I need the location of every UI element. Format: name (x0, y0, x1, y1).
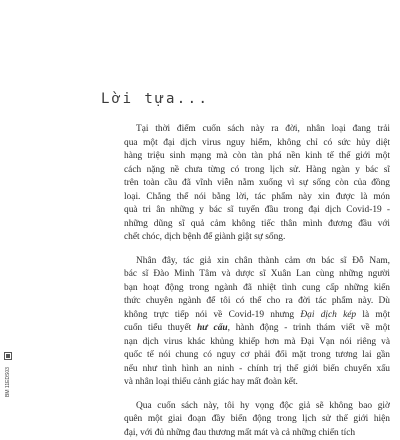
text-segment: chết chóc, dịch bệnh để giành giật sự sống. (124, 232, 285, 242)
text-segment: Tại thời điểm cuốn sách này ra đời, nhân loại đang trải (136, 124, 390, 134)
emphasized-text: hư cấu (197, 323, 228, 333)
text-segment: Qua cuốn sách này, tôi hy vọng độc giả sẽ không bao giờ (136, 401, 390, 411)
text-segment: thức chuyên ngành để tôi có thể cho ra đời tác phẩm này. Dù (124, 296, 390, 306)
text-line (124, 177, 390, 191)
text-segment: quên một giai đoạn đầy biến động trong lịch sử thế giới hiện (124, 414, 390, 424)
paragraph (124, 400, 390, 440)
text-line (124, 295, 390, 309)
text-segment: cách nặng nề chưa từng có trong lịch sử. Hàng ngàn y bác sĩ (124, 165, 390, 175)
text-segment: cuốn tiểu thuyết (124, 323, 197, 333)
text-line (124, 255, 390, 269)
paragraph (124, 255, 390, 390)
text-line (124, 164, 390, 178)
text-segment: loại. Chẳng thể nói bằng lời, tác phẩm này xin được là món (124, 192, 390, 202)
text-segment: , hành động - trinh thám viết về một (228, 323, 390, 333)
text-line (124, 231, 390, 245)
text-segment: qua một đại dịch virus nguy hiểm, không chỉ có sức hủy diệt (124, 138, 390, 148)
preface-heading: Lời tựa... (101, 91, 209, 107)
paragraph (124, 123, 390, 245)
text-segment: trên toàn cầu đã vĩnh viễn nằm xuống vì sự sống còn của đồng (124, 178, 390, 188)
text-line (124, 427, 390, 440)
text-line (124, 218, 390, 232)
text-segment: bác sĩ Đào Minh Tâm và dược sĩ Xuân Lan cùng những người (124, 269, 390, 279)
text-segment: hàng triệu sinh mạng mà còn tàn phá nền kinh tế thế giới một (124, 151, 390, 161)
text-line (124, 268, 390, 282)
text-segment: quà tri ân những y bác sĩ tuyến đầu trong đại dịch Covid-19 - (124, 205, 390, 215)
text-line (124, 191, 390, 205)
text-segment: và nhân loại thiếu cảnh giác hay mất đoàn kết. (124, 377, 298, 387)
text-line (124, 349, 390, 363)
text-line (124, 123, 390, 137)
text-segment: đại, với đủ những đau thương mất mát và cả những chiến tích (124, 428, 355, 438)
text-line (124, 204, 390, 218)
text-line (124, 336, 390, 350)
text-segment: những dũng sĩ quả cảm không tiếc thân mình đương đầu với (124, 219, 390, 229)
text-line (124, 150, 390, 164)
side-margin-mark (2, 352, 14, 398)
preface-body (124, 123, 390, 440)
text-line (124, 413, 390, 427)
text-line (124, 363, 390, 377)
text-segment: Nhân đây, tác giả xin chân thành cảm ơn bác sĩ Đỗ Nam, (136, 256, 390, 266)
text-segment: không trực tiếp nói về Covid-19 nhưng (124, 310, 300, 320)
text-segment: nếu như tình hình an ninh - chính trị thế giới biến chuyển xấu (124, 364, 390, 374)
text-line (124, 137, 390, 151)
side-label: BM 11EDS03 (4, 362, 12, 402)
text-segment: bạn hoạt động trong ngành đã nhiệt tình cung cấp những kiến (124, 283, 390, 293)
text-line (124, 400, 390, 414)
text-line (124, 282, 390, 296)
text-segment: nạn dịch virus khác khủng khiếp hơn mà Đại Vạn nói riêng và (124, 337, 390, 347)
text-segment: là một (356, 310, 390, 320)
text-line (124, 322, 390, 336)
text-line (124, 309, 390, 323)
text-line (124, 376, 390, 390)
text-segment: quốc tế nói chung có nguy cơ phải đối mặt trong tương lai gần (124, 350, 390, 360)
stamp-icon (4, 352, 12, 360)
emphasized-text: Đại dịch kép (300, 310, 356, 320)
